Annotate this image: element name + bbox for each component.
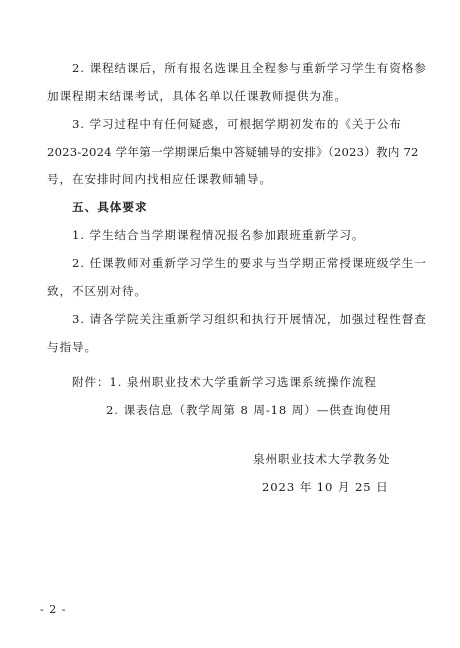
page-number: - 2 - — [40, 603, 67, 616]
requirement-item-3-line-1: 3. 请各学院关注重新学习组织和执行开展情况，加强过程性督查 — [72, 312, 427, 326]
requirement-item-2-line-1: 2. 任课教师对重新学习学生的要求与当学期正常授课班级学生一 — [72, 256, 427, 270]
paragraph-2-line-1: 2. 课程结课后，所有报名选课且全程参与重新学习学生有资格参 — [72, 61, 427, 75]
requirement-item-1: 1. 学生结合当学期课程情况报名参加跟班重新学习。 — [72, 228, 365, 242]
signature-organization: 泉州职业技术大学教务处 — [253, 452, 391, 466]
attachment-line-1: 附件：1. 泉州职业技术大学重新学习选课系统操作流程 — [72, 375, 377, 389]
paragraph-3-line-3: 号，在安排时间内找相应任课教师辅导。 — [47, 172, 272, 186]
requirement-item-2-line-2: 致，不区别对待。 — [47, 284, 147, 298]
requirement-item-3-line-2: 与指导。 — [47, 340, 97, 354]
attachment-line-2: 2. 课表信息（教学周第 8 周-18 周）—供查询使用 — [106, 403, 392, 417]
paragraph-3-line-2: 2023-2024 学年第一学期课后集中答疑辅导的安排》（2023）教内 72 — [47, 145, 419, 159]
paragraph-2-line-2: 加课程期末结课考试，具体名单以任课教师提供为准。 — [47, 89, 347, 103]
section-heading: 五、具体要求 — [72, 200, 148, 214]
signature-date: 2023 年 10 月 25 日 — [262, 480, 389, 494]
paragraph-3-line-1: 3. 学习过程中有任何疑惑，可根据学期初发布的《关于公布 — [72, 117, 402, 131]
